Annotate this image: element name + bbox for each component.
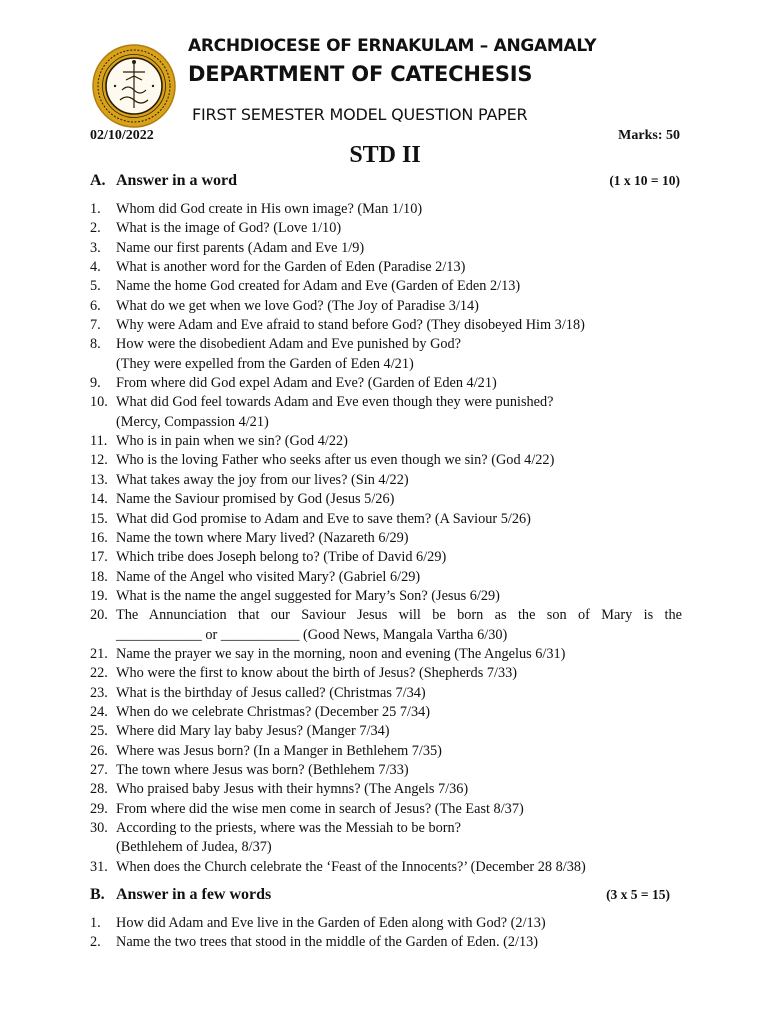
question-number: 2. (90, 220, 101, 237)
question-item (90, 335, 682, 374)
question-number: 14. (90, 491, 108, 508)
department-title: DEPARTMENT OF CATECHESIS (188, 62, 533, 86)
question-item (90, 393, 682, 432)
question-item (90, 761, 682, 780)
question-text: Where was Jesus born? (In a Manger in Bethlehem 7/35) (116, 742, 442, 759)
question-text: From where did God expel Adam and Eve? (Garden of Eden 4/21) (116, 375, 497, 392)
question-item (90, 800, 682, 819)
question-text: Name the prayer we say in the morning, noon and evening (The Angelus 6/31) (116, 645, 566, 662)
question-text: Name the two trees that stood in the middle of the Garden of Eden. (2/13) (116, 934, 539, 951)
question-text: What is the birthday of Jesus called? (Christmas 7/34) (116, 684, 426, 701)
question-item (90, 684, 682, 703)
archdiocese-name: ARCHDIOCESE OF ERNAKULAM – ANGAMALY (188, 36, 597, 56)
question-item (90, 471, 682, 490)
question-item (90, 548, 682, 567)
question-text: According to the priests, where was the Messiah to be born? (116, 820, 462, 836)
question-text: How were the disobedient Adam and Eve punished by God? (116, 336, 462, 353)
question-number: 13. (90, 471, 108, 488)
question-number: 31. (90, 858, 108, 875)
question-number: 21. (90, 645, 108, 662)
question-item (90, 451, 682, 470)
question-item (90, 914, 682, 933)
question-number: 28. (90, 781, 108, 798)
question-item (90, 316, 682, 335)
question-number: 9. (90, 375, 101, 392)
question-number: 20. (90, 607, 108, 624)
question-item (90, 606, 682, 645)
exam-date: 02/10/2022 (90, 128, 154, 143)
question-text: The town where Jesus was born? (Bethlehem 7/33) (116, 761, 409, 778)
question-item (90, 490, 682, 509)
question-number: 18. (90, 568, 108, 585)
question-number: 17. (90, 549, 108, 566)
question-number: 4. (90, 259, 101, 276)
question-item (90, 703, 682, 722)
question-number: 27. (90, 761, 108, 778)
question-number: 3. (90, 239, 101, 256)
question-text: How did Adam and Eve live in the Garden of Eden along with God? (2/13) (116, 915, 546, 931)
question-item (90, 529, 682, 548)
question-item (90, 510, 682, 529)
question-number: 11. (90, 433, 108, 450)
question-item (90, 722, 682, 741)
question-text: From where did the wise men come in search of Jesus? (The East 8/37) (116, 800, 524, 817)
question-item (90, 374, 682, 393)
question-number: 10. (90, 394, 108, 411)
question-text: Name the Saviour promised by God (Jesus 5/26) (116, 491, 395, 508)
section-a-title: Answer in a word (116, 172, 238, 189)
question-item (90, 819, 682, 858)
question-item (90, 219, 682, 238)
question-text: What takes away the joy from our lives? (Sin 4/22) (116, 471, 409, 488)
question-text: (Bethlehem of Judea, 8/37) (116, 839, 272, 856)
question-text: What is the image of God? (Love 1/10) (116, 220, 342, 237)
question-text: Who is in pain when we sin? (God 4/22) (116, 433, 348, 450)
question-number: 8. (90, 336, 101, 353)
question-number: 29. (90, 800, 108, 817)
total-marks: Marks: 50 (618, 128, 680, 143)
question-number: 15. (90, 510, 108, 527)
question-number: 19. (90, 587, 108, 604)
exam-title: FIRST SEMESTER MODEL QUESTION PAPER (192, 105, 528, 124)
question-text: Who praised baby Jesus with their hymns? (The Angels 7/36) (116, 781, 469, 798)
question-text: Which tribe does Joseph belong to? (Tribe of David 6/29) (116, 549, 447, 566)
question-number: 6. (90, 297, 101, 314)
question-text: When does the Church celebrate the ‘Feast of the Innocents?’ (December 28 8/38) (116, 858, 586, 875)
question-text: (Mercy, Compassion 4/21) (116, 413, 269, 430)
question-item (90, 258, 682, 277)
question-number: 26. (90, 742, 108, 759)
question-number: 1. (90, 915, 101, 931)
question-text: What do we get when we love God? (The Joy of Paradise 3/14) (116, 297, 479, 314)
question-text: Who were the first to know about the birth of Jesus? (Shepherds 7/33) (116, 665, 518, 682)
question-item (90, 587, 682, 606)
question-number: 12. (90, 452, 108, 469)
section-a-score: (1 x 10 = 10) (609, 173, 680, 188)
question-item (90, 933, 682, 952)
question-item (90, 780, 682, 799)
question-number: 24. (90, 703, 108, 720)
question-text: Whom did God create in His own image? (Man 1/10) (116, 201, 423, 217)
question-number: 5. (90, 278, 101, 295)
section-a-label: A. (90, 172, 106, 189)
question-item (90, 664, 682, 683)
question-number: 1. (90, 201, 101, 217)
question-text: What is another word for the Garden of Eden (Paradise 2/13) (116, 259, 466, 276)
question-number: 30. (90, 820, 108, 836)
archdiocese-seal-logo (92, 44, 176, 128)
question-item (90, 239, 682, 258)
section-a-heading (90, 172, 680, 190)
question-text: What is the name the angel suggested for Mary’s Son? (Jesus 6/29) (116, 587, 500, 604)
section-b-title: Answer in a few words (116, 886, 272, 903)
question-text: Name of the Angel who visited Mary? (Gabriel 6/29) (116, 568, 421, 585)
question-number: 2. (90, 934, 101, 951)
question-text: Why were Adam and Eve afraid to stand before God? (They disobeyed Him 3/18) (116, 317, 585, 334)
section-b-label: B. (90, 886, 105, 903)
question-text: The Annunciation that our Saviour Jesus will be born as the son of Mary is the (116, 607, 682, 624)
question-number: 22. (90, 665, 108, 682)
question-text: Name the town where Mary lived? (Nazareth 6/29) (116, 529, 409, 546)
question-number: 16. (90, 529, 108, 546)
class-title: STD II (349, 142, 421, 168)
section-b-questions (90, 914, 682, 953)
question-item (90, 277, 682, 296)
question-number: 7. (90, 317, 101, 334)
section-b-score: (3 x 5 = 15) (606, 887, 670, 902)
question-text: What did God feel towards Adam and Eve even though they were punished? (116, 394, 554, 411)
question-text: Who is the loving Father who seeks after us even though we sin? (God 4/22) (116, 452, 555, 469)
question-text: (They were expelled from the Garden of Eden 4/21) (116, 355, 414, 372)
question-text: Name our first parents (Adam and Eve 1/9) (116, 239, 365, 256)
question-item (90, 858, 682, 877)
section-a-questions (90, 200, 682, 877)
question-item (90, 568, 682, 587)
question-item (90, 200, 682, 219)
question-text: Name the home God created for Adam and Eve (Garden of Eden 2/13) (116, 278, 521, 295)
question-number: 23. (90, 684, 108, 701)
question-text: When do we celebrate Christmas? (December 25 7/34) (116, 703, 431, 720)
question-text: What did God promise to Adam and Eve to save them? (A Saviour 5/26) (116, 510, 531, 527)
question-item (90, 742, 682, 761)
question-item (90, 297, 682, 316)
question-text: ____________ or ___________ (Good News, Mangala Vartha 6/30) (116, 626, 508, 643)
question-item (90, 432, 682, 451)
question-text: Where did Mary lay baby Jesus? (Manger 7/34) (116, 723, 390, 740)
question-number: 25. (90, 723, 108, 740)
section-b-heading (90, 886, 680, 904)
question-item (90, 645, 682, 664)
